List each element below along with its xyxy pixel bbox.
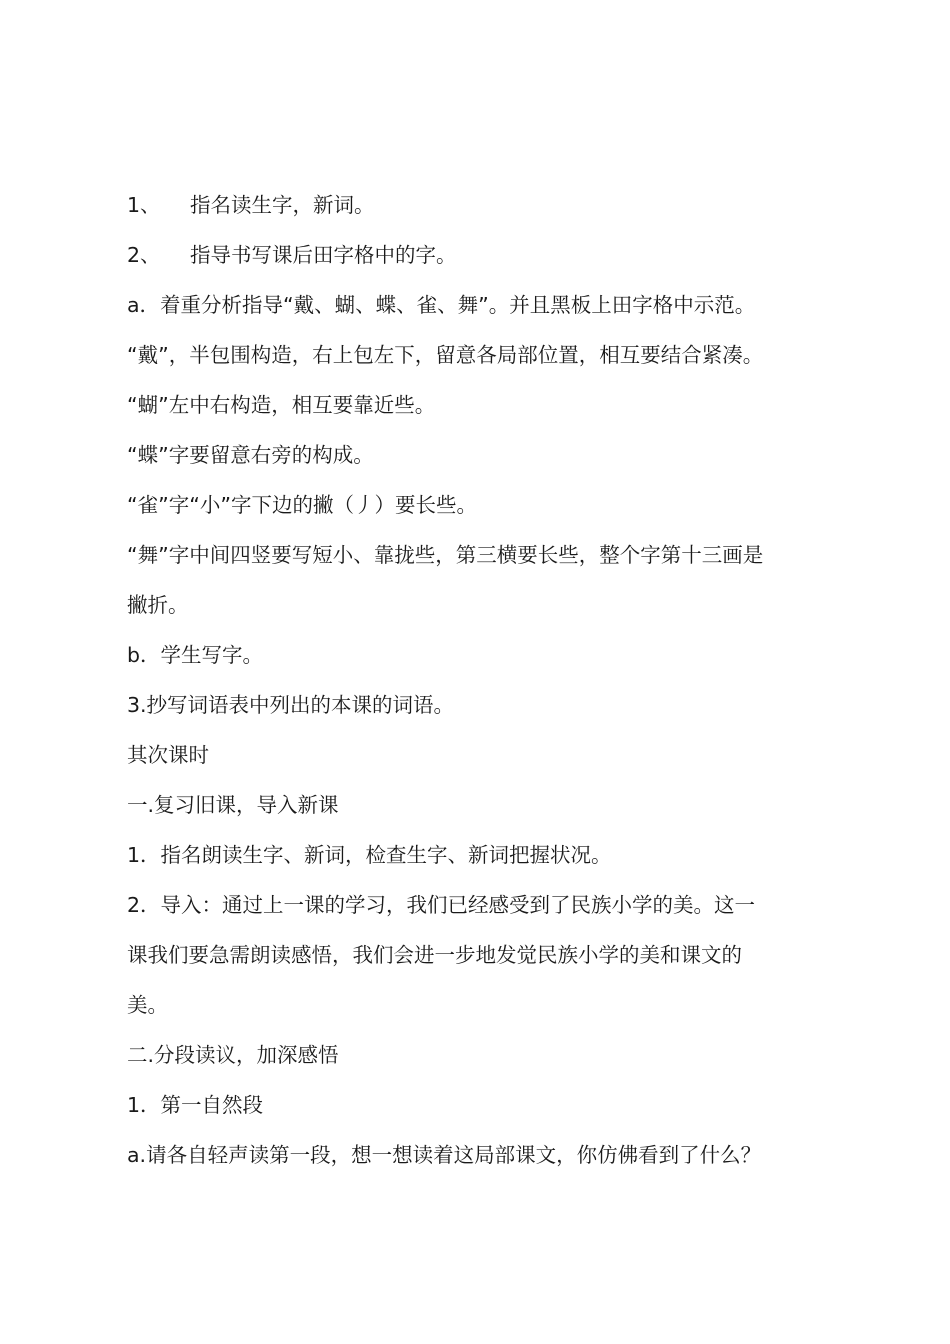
paragraph-line: “戴”，半包围构造，右上包左下，留意各局部位置，相互要结合紧凑。 (127, 343, 764, 367)
list-text: 指名读生字，新词。 (190, 193, 375, 217)
paragraph-line: a．着重分析指导“戴、蝴、蝶、雀、舞”。并且黑板上田字格中示范。 (127, 293, 756, 317)
paragraph-line: “蝶”字要留意右旁的构成。 (127, 443, 374, 467)
paragraph-line: 美。 (127, 993, 168, 1017)
paragraph-line: “雀”字“小”字下边的撇（丿）要长些。 (127, 493, 477, 517)
list-text: 指导书写课后田字格中的字。 (190, 243, 457, 267)
list-number: 1、 (127, 193, 161, 217)
paragraph-line: 1．指名朗读生字、新词，检查生字、新词把握状况。 (127, 843, 612, 867)
list-item-1 (127, 180, 837, 230)
paragraph-line: 1．第一自然段 (127, 1093, 264, 1117)
paragraph-line: a.请各自轻声读第一段，想一想读着这局部课文，你仿佛看到了什么？ (127, 1143, 762, 1167)
list-number: 2、 (127, 243, 161, 267)
paragraph-line: 课我们要急需朗读感悟，我们会进一步地发觉民族小学的美和课文的 (127, 943, 742, 967)
paragraph-line: 2．导入：通过上一课的学习，我们已经感受到了民族小学的美。这一 (127, 893, 756, 917)
paragraph-line: b．学生写字。 (127, 643, 264, 667)
section-heading: 其次课时 (127, 743, 209, 767)
section-heading: 二.分段读议，加深感悟 (127, 1043, 339, 1067)
list-item-2 (127, 230, 837, 280)
document-body (127, 180, 837, 1180)
paragraph-line: “舞”字中间四竖要写短小、靠拢些，第三横要长些，整个字第十三画是 (127, 543, 764, 567)
paragraph-line: 撇折。 (127, 593, 189, 617)
paragraph-line: 3.抄写词语表中列出的本课的词语。 (127, 693, 455, 717)
section-heading: 一.复习旧课，导入新课 (127, 793, 339, 817)
paragraph-line: “蝴”左中右构造，相互要靠近些。 (127, 393, 436, 417)
